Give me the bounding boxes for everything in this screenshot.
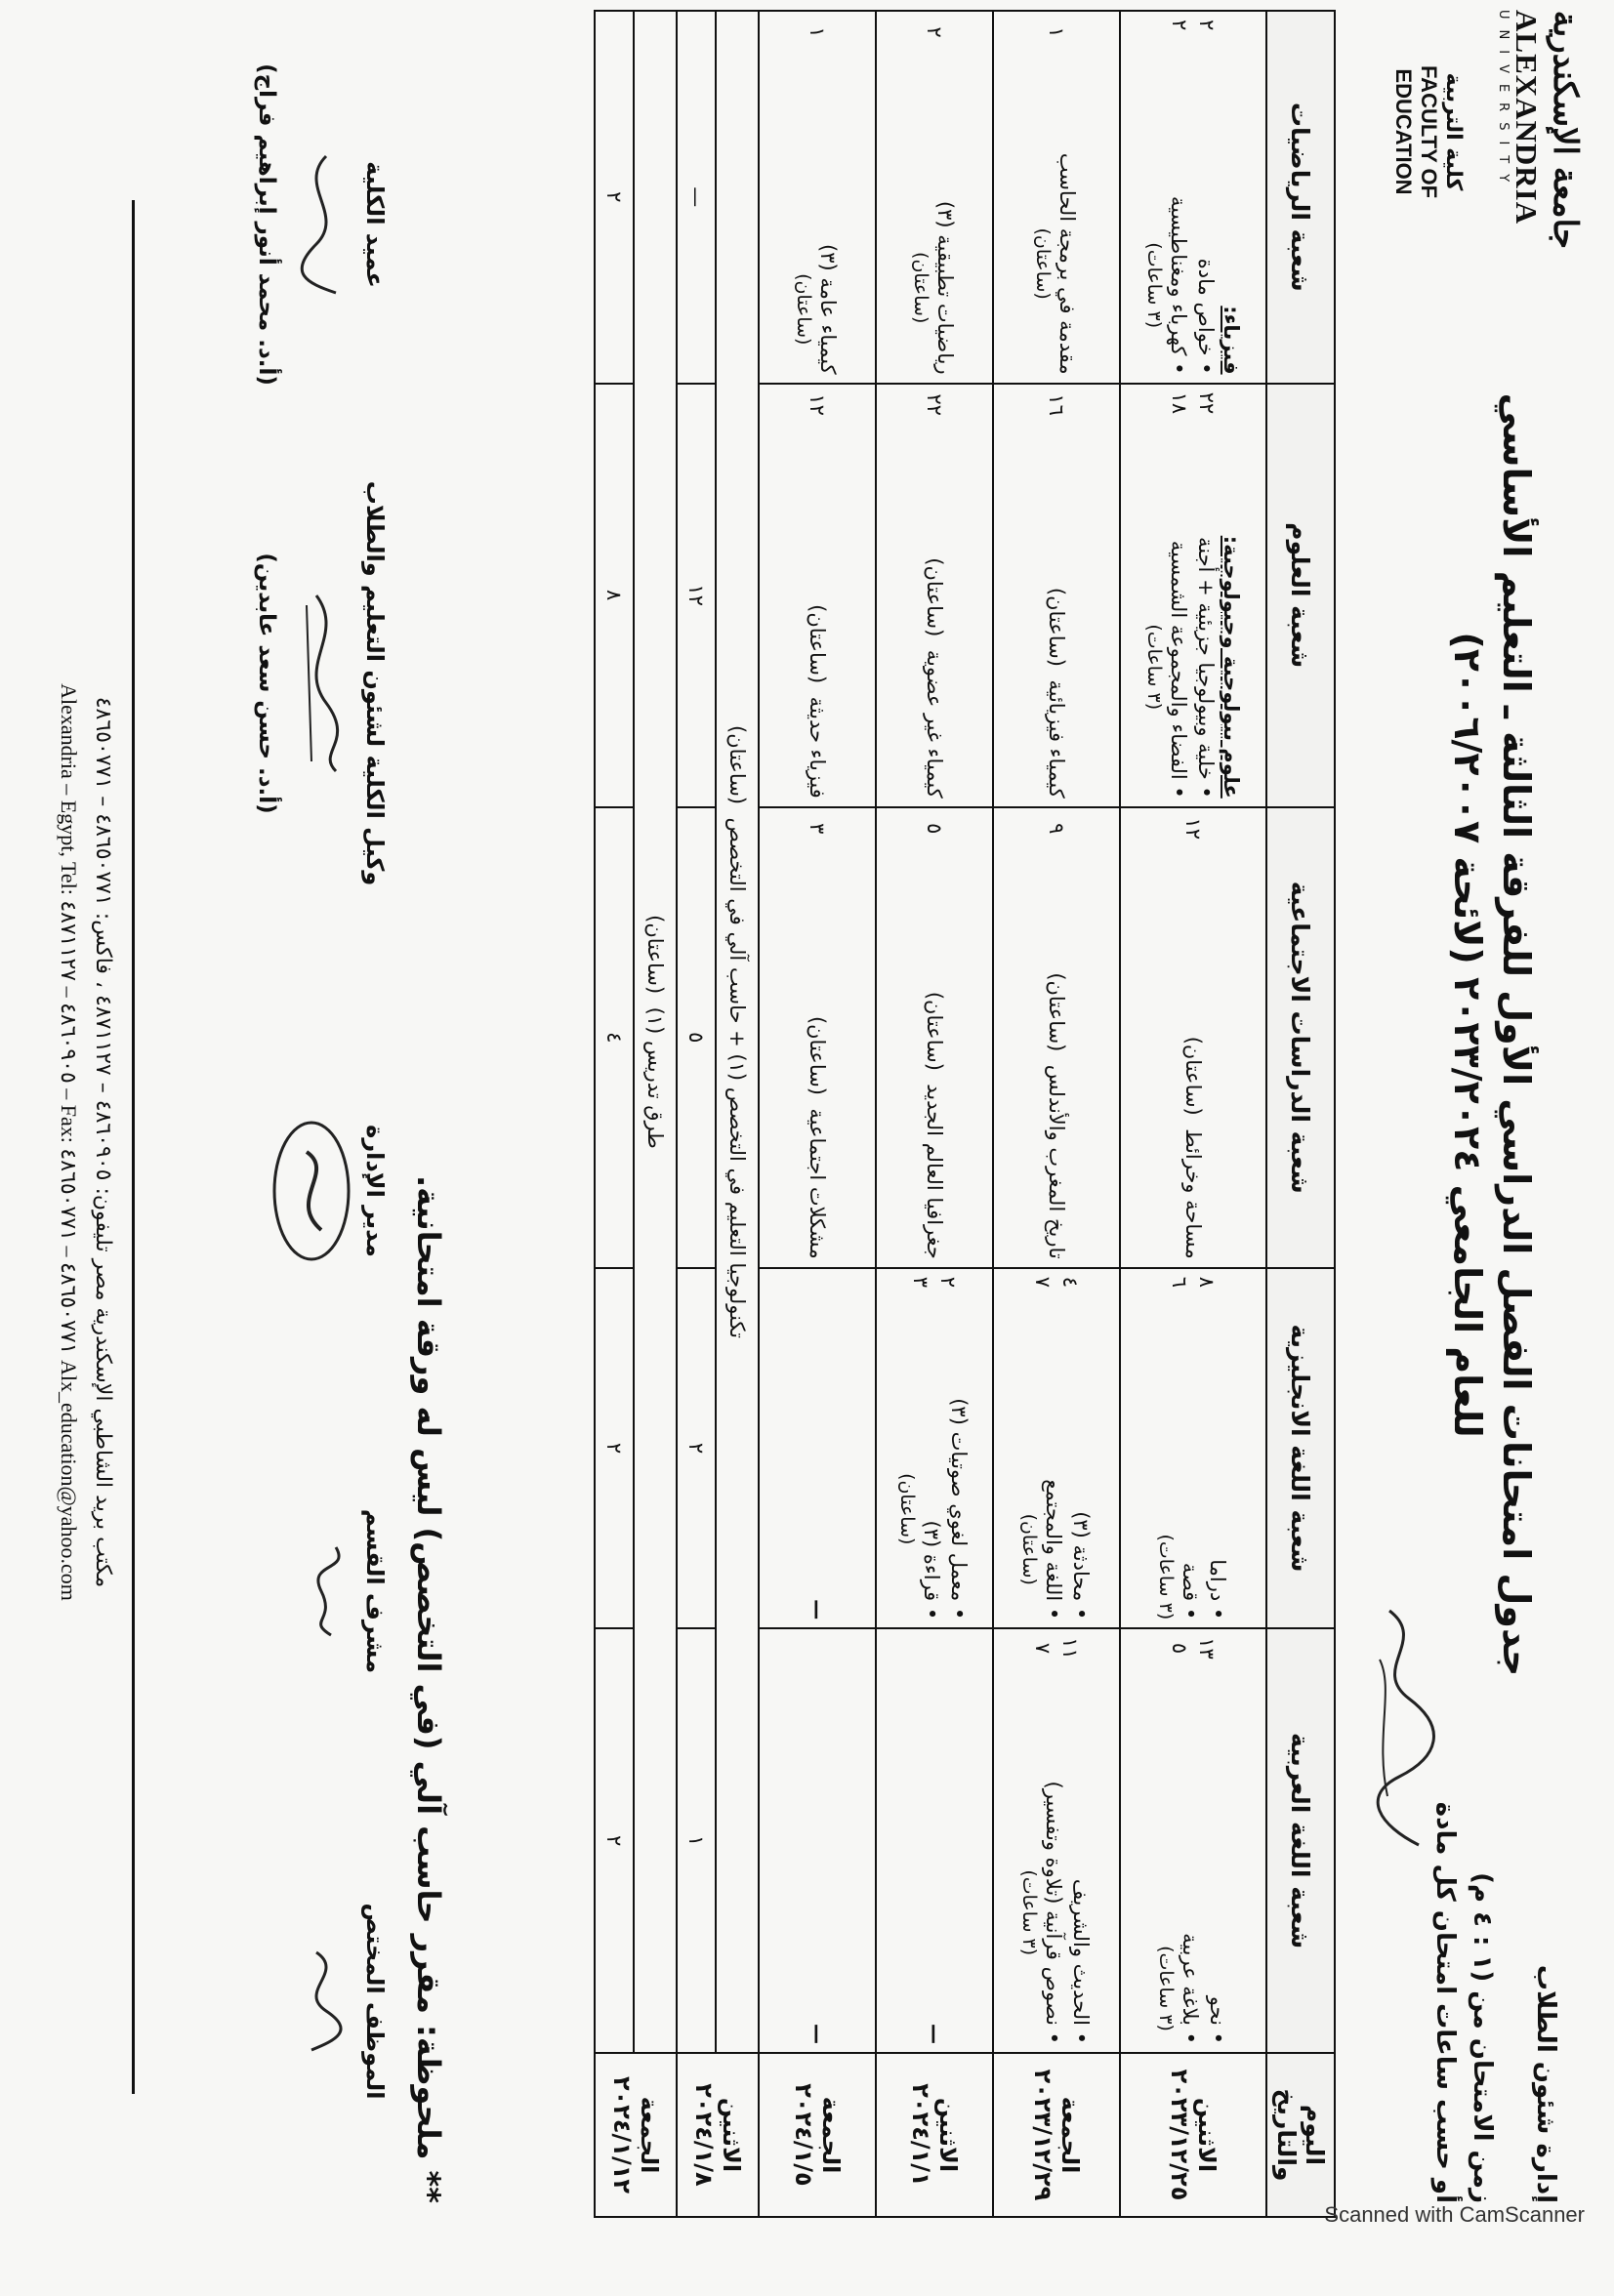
subject-heading: علوم بيولوجية وجيولوجية: [1220, 535, 1244, 799]
table-row [716, 11, 759, 2217]
duration-label: (ساعتان) [909, 252, 931, 324]
table-row [993, 11, 1120, 2217]
day-date-cell [876, 2053, 993, 2217]
student-count: ٢ [595, 1268, 634, 1629]
subject-line: فيزياء حديثة [806, 696, 830, 799]
math-cell [993, 11, 1120, 384]
exam-date: ٢٠٢٣/١٢/٢٥ [1166, 2069, 1193, 2201]
table-header-row [1266, 11, 1335, 2217]
subject-line: • دراما [1206, 1559, 1230, 1620]
social-cell [993, 807, 1120, 1268]
signature-supervisor [287, 1464, 389, 1718]
student-count: ٢٢ [923, 393, 946, 416]
social-cell [876, 807, 993, 1268]
student-count: ١٢ [1181, 817, 1205, 840]
subject-line: كيمياء غير عضوية [923, 649, 947, 799]
social-cell [759, 807, 876, 1268]
header-arabic: شعبة اللغة العربية [1266, 1628, 1335, 2053]
student-count: ١٦ [1045, 393, 1068, 416]
faculty-name-en: FACULTY OF EDUCATION [1391, 64, 1441, 199]
student-count: ١٢ [677, 384, 716, 807]
science-cell [759, 384, 876, 807]
student-count: ٦ [1168, 1276, 1191, 1289]
exam-date: ٢٠٢٤/١/١٢ [608, 2075, 636, 2194]
exam-date: ٢٠٢٤/١/٨ [690, 2083, 718, 2187]
student-count: ٨ [595, 384, 634, 807]
arabic-cell [993, 1628, 1120, 2053]
signature-name: (أ.د. حسن سعد عابدين) [254, 553, 279, 814]
subject-line: تكنولوجيا التعليم في التخصص (١) + حاسب آلي في التخصص [725, 817, 749, 1338]
duration-label: (ساعتان) [725, 725, 749, 805]
student-count: ١٣ [1195, 1637, 1220, 1660]
math-cell [876, 11, 993, 384]
student-count: ٣ [909, 1276, 932, 1289]
day-name: الجمعة [817, 2096, 845, 2174]
duration-label: (٣ ساعات) [1154, 1946, 1177, 2031]
signature-title: عميد الكلية [361, 161, 389, 288]
day-date-cell [677, 2053, 759, 2217]
duration-label: (ساعتان) [1017, 1513, 1040, 1585]
scanner-watermark: Scanned with CamScanner [1324, 2202, 1585, 2227]
student-count: ٢ [677, 1268, 716, 1629]
day-date-cell [993, 2053, 1120, 2217]
university-name-en: ALEXANDRIA [1510, 10, 1544, 226]
university-name-en-sub: UNIVERSITY [1496, 10, 1511, 193]
table-row [759, 11, 876, 2217]
science-cell [876, 384, 993, 807]
student-count: ٩ [1045, 823, 1068, 835]
student-count: ١ [677, 1628, 716, 2053]
subject-line: • اللغة والمجتمع [1042, 1479, 1065, 1620]
subject-line: كيمياء فيزيائية [1045, 679, 1069, 799]
handwritten-signature-icon [287, 586, 355, 781]
student-count: ٢ [595, 1628, 634, 2053]
department-name: إدارة شئون الطلاب [1531, 1964, 1560, 2203]
duration-label: (ساعتان) [923, 557, 947, 637]
subject-line: • الفضاء والمجموعة الشمسية [1167, 540, 1190, 799]
duration-label: (ساعتان) [923, 991, 947, 1071]
student-count: — [677, 11, 716, 384]
exam-date: ٢٠٢٤/١/١ [907, 2083, 934, 2187]
footer-address-en: Alexandria – Egypt, Tel: ٤٨٦٠٩٠٥ – ٤٨٧١١٢٧ – Fax: ٤٨٦٥٠٧٧١ – ٤٨٦٥٠٧٧١ Alx_education@yahoo.com [57, 683, 81, 1601]
duration-label: (٣ ساعات) [1142, 624, 1165, 711]
exam-schedule-table [594, 10, 1336, 2218]
student-count: ٧ [1031, 1642, 1055, 1655]
day-date-cell [1120, 2053, 1266, 2217]
duration-label: (ساعتان) [643, 915, 667, 995]
subject-line: • كهرباء ومغناطيسية [1167, 195, 1190, 375]
student-count: ٥ [923, 823, 946, 835]
table-row [595, 11, 634, 2217]
signature-employee [287, 1874, 389, 2128]
subject-line: • خلية وبيولوجيا جزيئية + أجنة [1194, 536, 1219, 799]
english-cell: — [759, 1268, 876, 1629]
student-count: ١ [806, 26, 829, 38]
stamp-signature-icon [268, 1113, 355, 1269]
header-science: شعبة العلوم [1266, 384, 1335, 807]
duration-label: (ساعتان) [792, 273, 814, 346]
student-count: ٧ [1031, 1276, 1055, 1289]
subject-line: رياضيات تطبيقية (٣) [933, 200, 958, 375]
faculty-block [1390, 10, 1466, 254]
exam-duration: زمن الامتحان من (١ : ٤ م) [1468, 1872, 1497, 2203]
science-cell [1120, 384, 1266, 807]
duration-label: (٣ ساعات) [1154, 1534, 1177, 1620]
math-cell [1120, 11, 1266, 384]
exam-date: ٢٠٢٤/١/٥ [790, 2083, 817, 2187]
shared-subject-cell [634, 11, 677, 2053]
duration-label: (٣ ساعات) [1142, 242, 1165, 329]
student-count: ١٢ [806, 393, 829, 416]
page-subtitle: للعام الجامعي ٢٠٢٣/٢٠٢٤ (لائحة ٢٠٠٦/٢٠٠٧) [1446, 632, 1489, 1438]
signature-dean [254, 39, 389, 410]
duration-label: (ساعتان) [806, 1015, 830, 1096]
duration-label: (ساعتان) [1045, 587, 1069, 667]
subject-line: • قراءة (٣) [920, 1520, 943, 1620]
subject-line: مساحة وخرائط [1181, 1128, 1206, 1259]
exam-date: ٢٠٢٣/١٢/٢٩ [1029, 2069, 1056, 2201]
subject-line: • قصة [1179, 1562, 1202, 1620]
subject-line: مشكلات اجتماعية [806, 1108, 830, 1259]
day-date-cell [595, 2053, 677, 2217]
day-name: الجمعة [1056, 2096, 1084, 2174]
duration-label: (ساعتان) [1031, 227, 1054, 300]
student-count: ٤ [1058, 1276, 1083, 1289]
day-name: الاثنين [934, 2097, 962, 2173]
duration-label: (ساعتان) [806, 604, 830, 684]
student-count: ٢ [923, 26, 946, 38]
footer-divider [132, 200, 135, 2094]
english-cell [1120, 1268, 1266, 1629]
duration-label: (٣ ساعات) [1017, 1869, 1040, 1956]
signature-title: مدير الإدارة [361, 1125, 389, 1257]
day-name: الاثنين [718, 2097, 745, 2173]
signature-admin-director [268, 1064, 389, 1318]
header-day-date: اليوم والتاريخ [1266, 2053, 1335, 2217]
subject-line: • خواص مادة [1194, 258, 1219, 375]
student-count: ١٨ [1168, 391, 1191, 415]
subject-line: • بلاغة عربية [1179, 1933, 1202, 2044]
table-row [1120, 11, 1266, 2217]
english-cell [993, 1268, 1120, 1629]
subject-heading: فيزياء: [1220, 306, 1244, 375]
exam-note: ** ملحوظة: مقرر حاسب آلي (في التخصص) ليس له ورقة امتحانية. [410, 1174, 447, 2203]
faculty-name-ar: كلية التربية [1441, 72, 1466, 191]
handwritten-signature-icon [287, 146, 355, 303]
shared-subject-cell [716, 11, 759, 2053]
student-count: ١١ [1058, 1637, 1083, 1660]
arabic-cell [1120, 1628, 1266, 2053]
signature-title: الموظف المختص [361, 1903, 389, 2100]
subject-line: • الحديث والشريف [1069, 1878, 1094, 2044]
subject-line: • نحو [1206, 1995, 1230, 2044]
student-count: ٢٢ [1195, 391, 1220, 415]
footer-address-ar: مكتب بريد الشاطبي الإسكندرية مصر تليفون: ٤٨٦٠٩٠٥ – ٤٨٧١١٢٧ ، فاكس: ٤٨٦٥٠٧٧١ – ٤٨٦٥٠٧٧١ [91, 696, 115, 1588]
duration-label: (ساعتان) [895, 1473, 918, 1545]
duration-label: (ساعتان) [1181, 1036, 1206, 1116]
student-count: ٢ [1168, 20, 1191, 31]
day-date-cell [759, 2053, 876, 2217]
day-name: الجمعة [636, 2096, 663, 2174]
signature-title: وكيل الكلية لشئون التعليم والطلاب [361, 480, 389, 886]
arabic-cell: — [876, 1628, 993, 2053]
handwritten-signature-icon [287, 1943, 355, 2060]
student-count: ٢ [1195, 20, 1220, 31]
student-count: ١ [1045, 26, 1068, 38]
signature-vice-dean [254, 430, 389, 937]
student-count: ٢ [595, 11, 634, 384]
table-row [677, 11, 716, 2217]
exam-duration-note: أو حسب ساعات امتحان كل مادة [1430, 1801, 1460, 2203]
day-name: الاثنين [1193, 2097, 1221, 2173]
student-count: ٨ [1195, 1276, 1220, 1289]
math-cell [759, 11, 876, 384]
table-row [634, 11, 677, 2217]
arabic-cell: — [759, 1628, 876, 2053]
signature-title: مشرف القسم [361, 1508, 389, 1674]
handwritten-signature-icon [1360, 1601, 1448, 1855]
duration-label: (ساعتان) [1045, 972, 1069, 1052]
student-count: ٣ [806, 823, 829, 835]
subject-line: • نصوص قرآنية (تلاوة وتفسير) [1042, 1781, 1065, 2044]
social-cell [1120, 807, 1266, 1268]
student-count: ٢ [936, 1276, 961, 1289]
subject-line: طرق تدريس (١) [643, 1006, 667, 1149]
subject-line: • محادثة (٣) [1069, 1511, 1094, 1620]
subject-line: • معمل لغوي صوتيات (٣) [947, 1398, 972, 1620]
science-cell [993, 384, 1120, 807]
subject-line: جغرافيا العالم الجديد [923, 1084, 947, 1259]
table-row [876, 11, 993, 2217]
subject-line: مقدمة في برمجة الحاسب [1055, 152, 1080, 375]
student-count: ٤ [595, 807, 634, 1268]
subject-line: تاريخ المغرب والأندلس [1045, 1064, 1069, 1259]
page-title: جدول امتحانات الفصل الدراسي الأول للفرقة الثالثة ـ التعليم الأساسي [1495, 392, 1538, 1677]
header-math: شعبة الرياضيات [1266, 11, 1335, 384]
student-count: ٥ [677, 807, 716, 1268]
handwritten-signature-icon [287, 1533, 355, 1650]
university-name-ar: جامعة الإسكندرية [1546, 10, 1585, 249]
student-count: ٥ [1168, 1642, 1191, 1655]
university-logo [1468, 10, 1585, 249]
signature-name: (أ.د. محمد أنور إبراهيم فراج) [254, 63, 279, 386]
subject-line: كيمياء عامة (٣) [816, 244, 841, 375]
header-social: شعبة الدراسات الاجتماعية [1266, 807, 1335, 1268]
english-cell [876, 1268, 993, 1629]
header-english: شعبة اللغة الانجليزية [1266, 1268, 1335, 1629]
